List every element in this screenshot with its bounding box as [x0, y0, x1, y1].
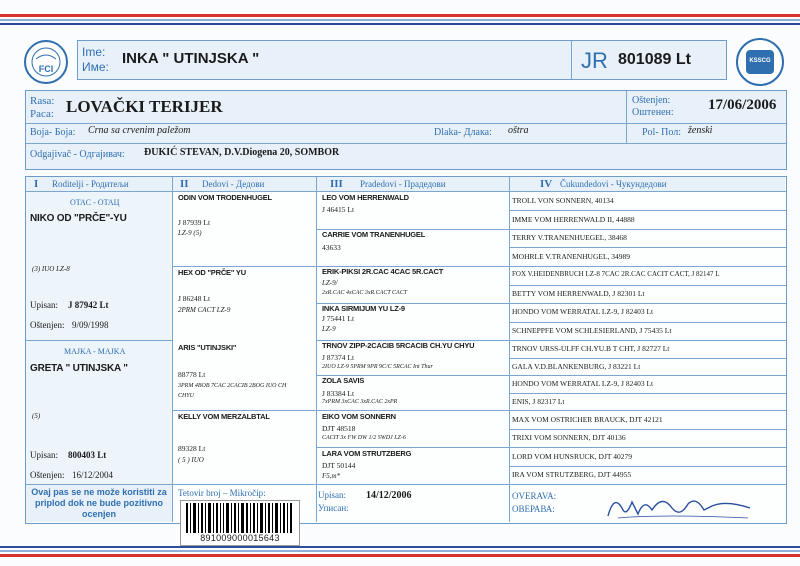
breeding-notice: Ovaj pas se ne može koristiti za priplod dok ne bude pozitivno ocenjen [31, 487, 167, 519]
bottom-navy-stripe [0, 546, 800, 548]
grandparent-note-continued: CHYU [178, 393, 195, 399]
grandparent-note: ( 5 ) IUO [178, 456, 204, 464]
registered-date: 14/12/2006 [366, 490, 412, 501]
dam-name: GRETA " UTINJSKA " [30, 363, 128, 374]
sire-reg-label: Upisan: [30, 300, 58, 310]
sex: ženski [688, 125, 713, 136]
great-grandparent-reg: LZ-9/ [322, 279, 338, 287]
microchip-barcode [180, 500, 300, 546]
ancestor-gen4: TRNOV URSS-ULFF CH.YU.B T CHT, J 82727 Lt [512, 344, 670, 353]
ancestor-gen4: IMME VOM HERRENWALD II, 44888 [512, 215, 635, 224]
great-grandparent-name: LARA VOM STRUTZBERG [322, 449, 412, 458]
breed-label-latin: Rasa: [30, 95, 55, 107]
verified-label-cyrillic: ОВЕРАВА: [512, 504, 555, 514]
dam-label: MAJKA - MAJKA [64, 347, 126, 356]
great-grandparent-note: 2IUO LZ-9 5PRM 9PR 9C/C 5RCAC Int Thur [322, 364, 433, 370]
fci-logo-text: FCI [38, 64, 54, 74]
dam-born: 16/12/2004 [72, 470, 114, 480]
bottom-blue-stripe [0, 550, 800, 552]
col3-number: III [330, 178, 343, 190]
dog-name: INKA " UTINJSKA " [122, 50, 260, 67]
color-label: Boja- Боја: [30, 127, 76, 138]
registered-label-latin: Upisan: [318, 490, 346, 500]
grandparent-name: ODIN VOM TRODENHUGEL [178, 193, 272, 202]
great-grandparent-note: F5,m* [322, 472, 341, 480]
great-grandparent-reg: J 87374 Lt [322, 353, 355, 362]
grandparent-name: KELLY VOM MERZALBTAL [178, 412, 270, 421]
whelped-date: 17/06/2006 [708, 97, 777, 113]
col2-title: Dedovi - Дедови [202, 179, 265, 189]
great-grandparent-name: INKA SIRMIJUM YU LZ-9 [322, 304, 405, 313]
ancestor-gen4: BETTY VOM HERRENWALD, J 82301 Lt [512, 289, 645, 298]
great-grandparent-reg: 43633 [322, 243, 341, 252]
great-grandparent-name: LEO VOM HERRENWALD [322, 193, 409, 202]
dam-reg-label: Upisan: [30, 450, 58, 460]
breed: LOVAČKI TERIJER [66, 97, 223, 116]
kss-logo [736, 38, 784, 86]
breeder-label: Odgajivač - Одгајивач: [30, 149, 125, 160]
great-grandparent-name: TRNOV ZIPP-2CACIB 5RCACIB CH.YU CHYU [322, 341, 475, 350]
ancestor-gen4: HONDO VOM WERRATAL LZ-9, J 82403 Lt [512, 379, 654, 388]
top-navy-stripe [0, 23, 800, 25]
dog-info-box [25, 90, 787, 170]
name-box [77, 40, 727, 80]
signature [600, 488, 760, 524]
great-grandparent-note: CACIT 3x FW DW 1/2 SWDJ LZ-6 [322, 435, 406, 441]
name-label-cyrillic: Име: [82, 60, 109, 74]
great-grandparent-name: ERIK-PIKSI 2R.CAC 4CAC 5R.CACT [322, 267, 444, 276]
grandparent-reg: J 87939 Lt [178, 218, 211, 227]
great-grandparent-reg: J 46415 Lt [322, 205, 355, 214]
ancestor-gen4: ENIS, J 82317 Lt [512, 397, 565, 406]
whelped-label-cyrillic: Оштенен: [632, 107, 674, 118]
great-grandparent-reg: DJT 50144 [322, 461, 356, 470]
col1-number: I [34, 178, 39, 190]
registry-prefix: JR [581, 48, 608, 73]
grandparent-name: ARIS "UTINJSKI" [178, 343, 237, 352]
great-grandparent-note: LZ-9 [322, 325, 336, 333]
name-label-latin: Ime: [82, 45, 106, 59]
grandparent-reg: 89328 Lt [178, 444, 206, 453]
sire-name: NIKO OD "PRČE"-YU [30, 213, 127, 224]
fci-logo [24, 40, 68, 84]
verified-label-latin: OVERAVA: [512, 491, 557, 501]
breeder: ĐUKIĆ STEVAN, D.V.Diogena 20, SOMBOR [144, 147, 340, 158]
dam-reg: 800403 Lt [68, 450, 107, 460]
great-grandparent-reg: J 75441 Lt [322, 314, 355, 323]
grandparent-note: 2PRM CACT LZ-9 [178, 306, 231, 314]
kss-logo-text: KSSCG [749, 58, 771, 64]
ancestor-gen4: TRIXI VOM SONNERN, DJT 40136 [512, 433, 626, 442]
ancestor-gen4: TROLL VON SONNERN, 40134 [512, 196, 614, 205]
ancestor-gen4: MOHRLE V.TRANENHUGEL, 34989 [512, 252, 631, 261]
dam-note: (5) [32, 412, 41, 420]
ancestor-gen4: FOX V.HEIDENBRUCH LZ-8 7CAC 2R.CAC CACIT CACT, J 82147 L [512, 270, 720, 278]
col1-title: Roditelji - Родитељи [52, 179, 129, 189]
dam-born-label: Oštenjen: [30, 470, 65, 480]
sire-note: (3) IUO LZ-8 [32, 265, 70, 273]
bottom-red-stripe [0, 554, 800, 557]
tattoo-label: Tetovir broj – Mikročip: [178, 488, 266, 498]
top-red-stripe [0, 14, 800, 17]
ancestor-gen4: SCHNEPPFE VOM SCHLESIERLAND, J 75435 Lt [512, 326, 672, 335]
col3-title: Pradedovi - Прадедови [360, 179, 446, 189]
col4-title: Čukundedovi - Чукундедови [560, 179, 667, 189]
grandparent-note: LZ-9 (5) [178, 229, 202, 237]
sire-label: OTAC - OTAЦ [70, 198, 120, 207]
ancestor-gen4: HONDO VOM WERRATAL LZ-9, J 82403 Lt [512, 307, 654, 316]
sire-reg: J 87942 Lt [68, 300, 109, 310]
top-blue-stripe [0, 19, 800, 21]
coat-color: Crna sa crvenim paležom [88, 125, 191, 136]
ancestor-gen4: TERRY V.TRANENHUEGEL, 38468 [512, 233, 627, 242]
col2-number: II [180, 178, 189, 190]
grandparent-name: HEX OD "PRČE" YU [178, 268, 246, 277]
ancestor-gen4: MAX VOM OSTRICHER BRAUCK, DJT 42121 [512, 415, 663, 424]
registry-number: 801089 Lt [618, 51, 691, 68]
coat-label: Dlaka- Длака: [434, 127, 492, 138]
whelped-label-latin: Oštenjen: [632, 95, 671, 106]
coat-type: oštra [508, 125, 529, 136]
sire-born-label: Oštenjen: [30, 320, 65, 330]
ancestor-gen4: GALA V.D.BLANKENBURG, J 83221 Lt [512, 362, 641, 371]
great-grandparent-name: ZOLA SAVIS [322, 376, 365, 385]
registered-label-cyrillic: Уписан: [318, 503, 349, 513]
great-grandparent-reg: J 83384 Lt [322, 389, 355, 398]
ancestor-gen4: IRA VOM STRUTZBERG, DJT 44955 [512, 470, 632, 479]
col4-number: IV [540, 178, 553, 190]
barcode-number: 891009000015643 [200, 533, 280, 543]
great-grandparent-name: EIKO VOM SONNERN [322, 412, 396, 421]
breed-label-cyrillic: Раса: [30, 108, 54, 120]
sire-born: 9/09/1998 [72, 320, 109, 330]
grandparent-reg: J 86248 Lt [178, 294, 211, 303]
sex-label: Pol- Пол: [642, 127, 682, 138]
great-grandparent-name: CARRIE VOM TRANENHUGEL [322, 230, 426, 239]
great-grandparent-note: 7xPRM 3xCAC 3xR.CAC 2xPR [322, 399, 398, 405]
grandparent-note: 3PRM 4BOB 7CAC 2CACIB 2BOG IUO CH [178, 383, 287, 389]
grandparent-reg: 88778 Lt [178, 370, 206, 379]
great-grandparent-note: 2xR.CAC 4xCAC 3xR.CACT CACT [322, 290, 408, 296]
great-grandparent-reg: DJT 48518 [322, 424, 356, 433]
ancestor-gen4: LORD VOM HUNSRUCK, DJT 40279 [512, 452, 632, 461]
